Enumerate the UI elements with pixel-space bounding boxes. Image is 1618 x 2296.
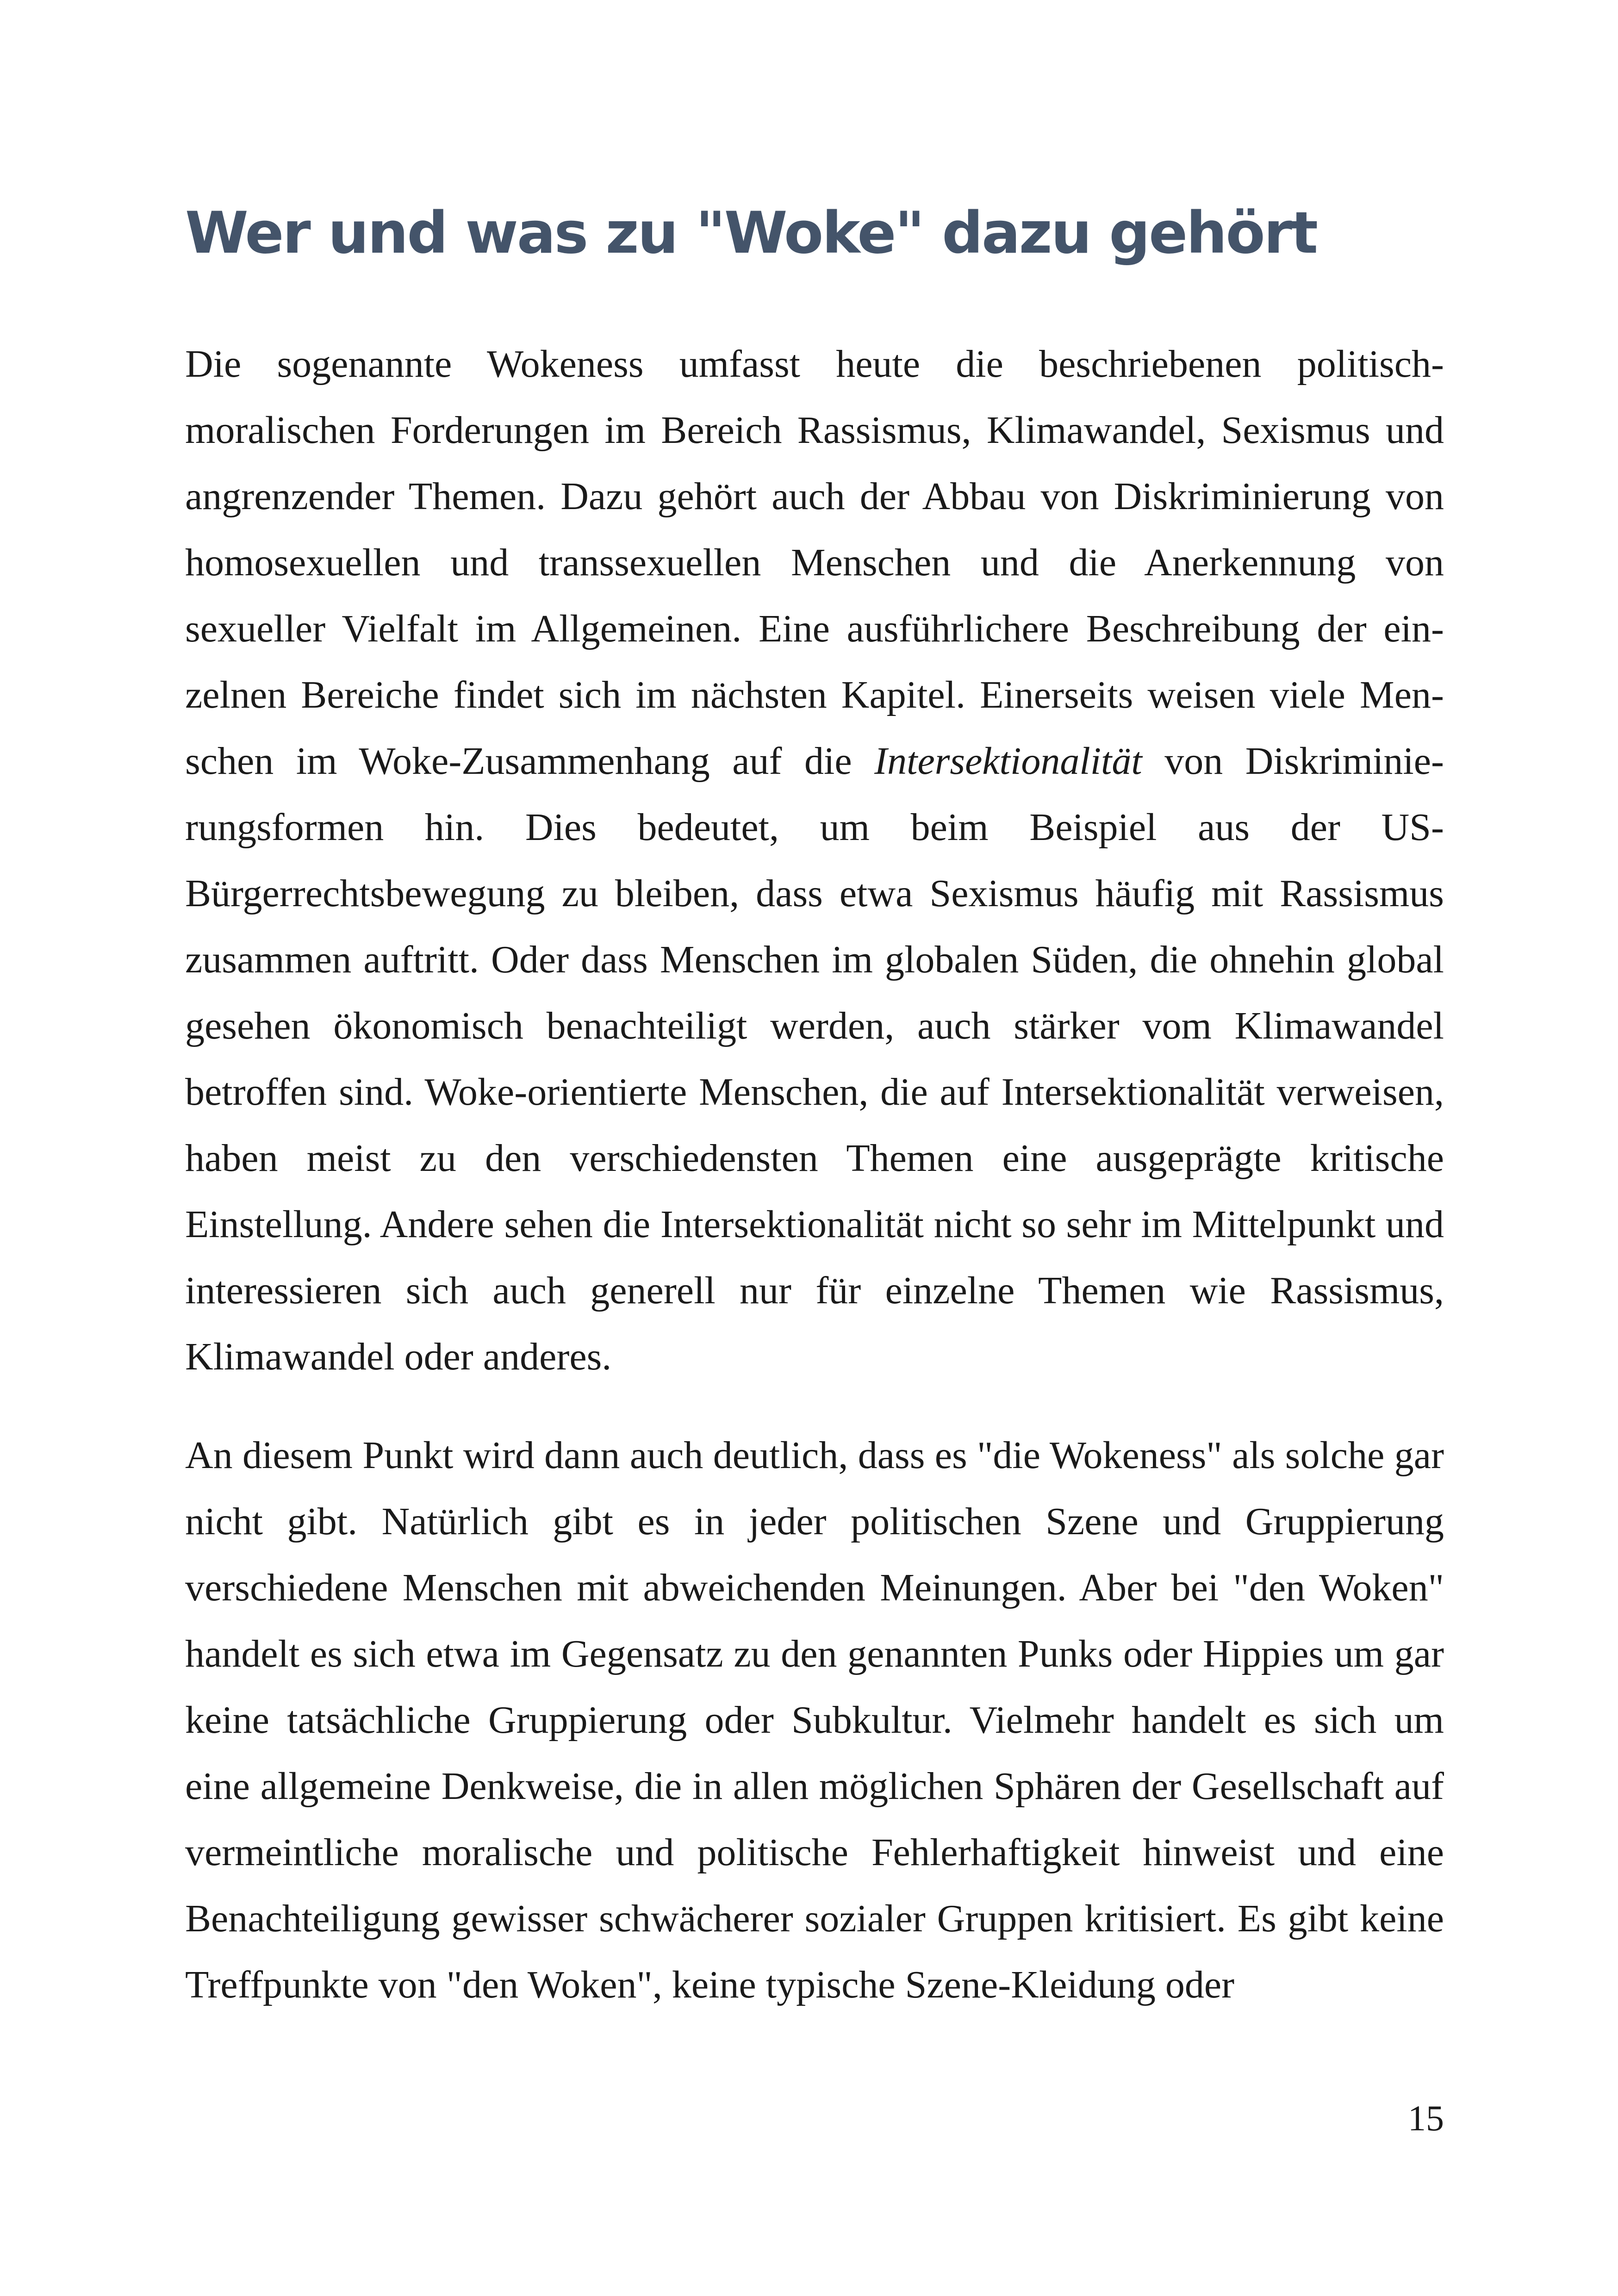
- paragraph-2: An diesem Punkt wird dann auch deutlich, dass es "die Wokeness" als solche gar nicht gibt. Natürlich gibt es in jeder politischen Szene und Gruppierung verschiedene Menschen mit abweichenden Meinungen. Aber bei "den Woken" handelt es sich etwa im Gegensatz zu den genannten Punks oder Hippies um gar keine tatsächliche Gruppierung oder Subkultur. Vielmehr handelt es sich um eine allgemeine Denkweise, die in allen möglichen Sphären der Gesellschaft auf vermeintliche moralische und politische Fehlerhaftigkeit hinweist und eine Benachteiligung gewisser schwächerer sozialer Gruppen kritisiert. Es gibt keine Treffpunkte von "den Woken", keine typische Szene-Kleidung oder: [185, 1434, 1444, 2006]
- paragraph-1-text-end: von Diskriminierungsformen hin. Dies bedeutet, um beim Beispiel aus der US-Bürgerrechtsbewegung zu bleiben, dass etwa Sexismus häufig mit Rassismus zusammen auftritt. Oder dass Menschen im globalen Süden, die ohnehin global gesehen ökonomisch benachteiligt werden, auch stärker vom Klimawandel betroffen sind. Woke-orientierte Menschen, die auf Intersektionalität verweisen, haben meist zu den verschiedensten Themen eine ausgeprägte kritische Einstellung. Andere sehen die Intersektionalität nicht so sehr im Mittelpunkt und interessieren sich auch generell nur für einzelne Themen wie Rassismus, Klimawandel oder anderes.: [185, 740, 1444, 1378]
- page-number: 15: [1408, 2098, 1444, 2138]
- italic-term: Intersektionalität: [874, 740, 1142, 783]
- paragraph-1-text-start: Die sogenannte Wokeness umfasst heute die beschriebenen politisch-moralischen Forderungen im Bereich Rassismus, Klimawandel, Sexismus und angrenzender Themen. Dazu gehört auch der Abbau von Diskriminierung von homosexuellen und transsexuellen Menschen und die Anerkennung von sexueller Vielfalt im Allgemeinen. Eine ausführlichere Beschreibung der einzelnen Bereiche findet sich im nächsten Kapitel. Einerseits weisen viele Menschen im Woke-Zusammenhang auf die: [185, 342, 1444, 783]
- paragraph-1: [185, 331, 1444, 1390]
- section-heading: Wer und was zu "Woke" dazu gehört: [185, 200, 1317, 267]
- body-text: [185, 331, 1444, 2018]
